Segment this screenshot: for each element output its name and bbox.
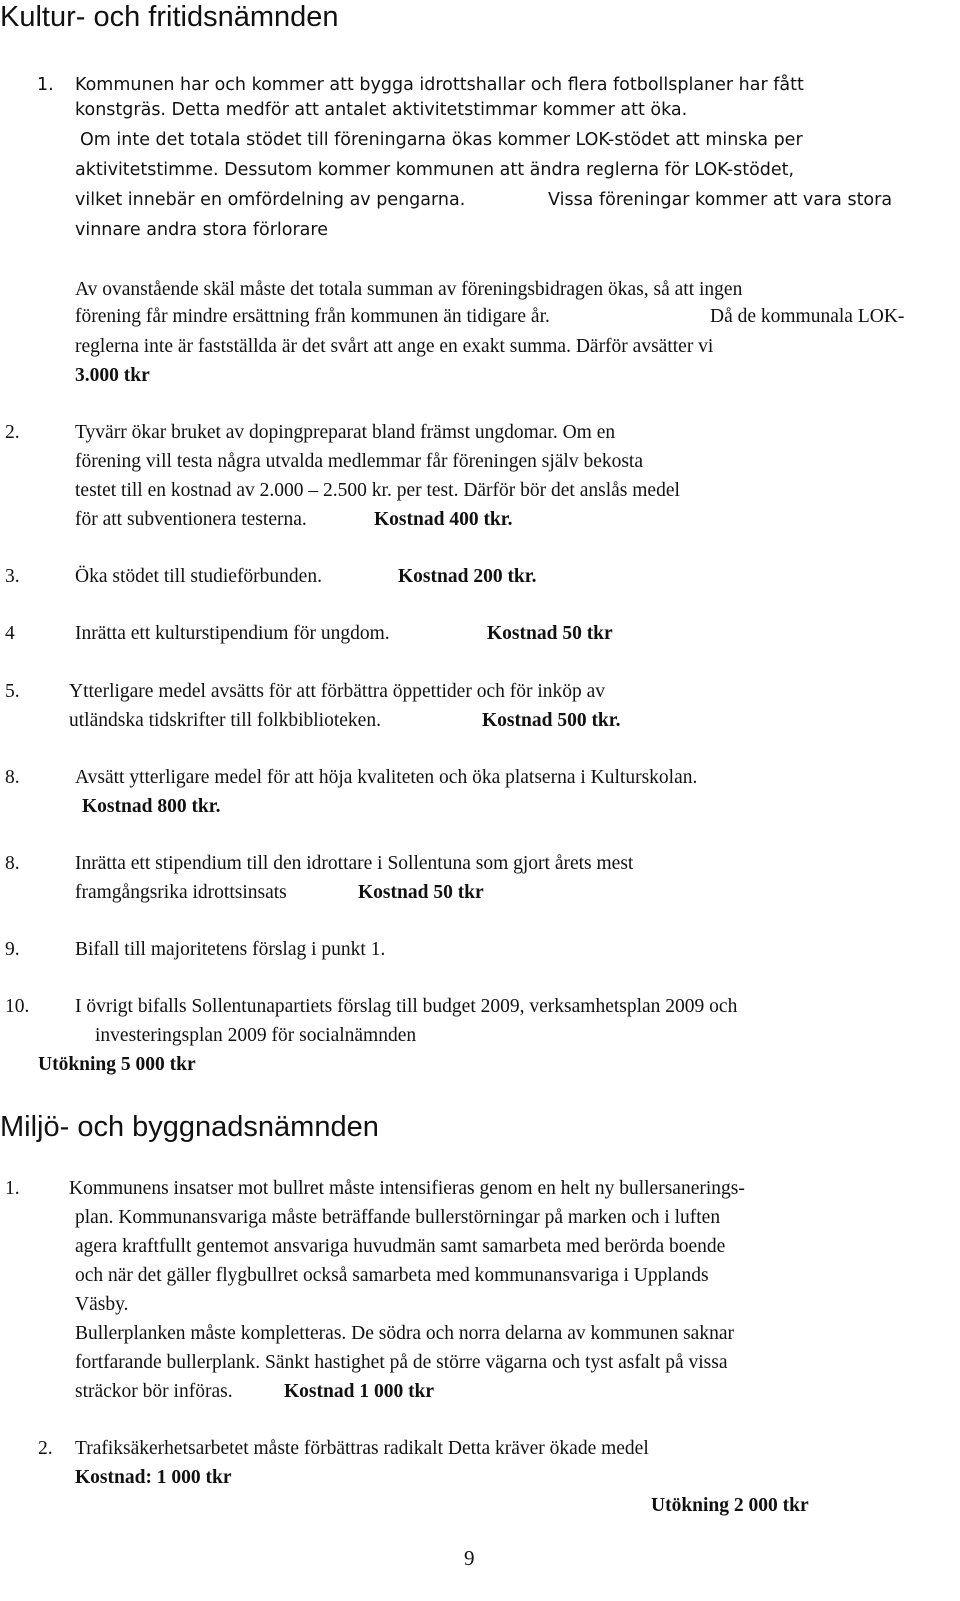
item-text-line: Öka stödet till studieförbunden.	[75, 566, 322, 587]
item-text-line: Bullerplanken måste kompletteras. De södra och norra delarna av kommunen saknar	[75, 1323, 734, 1344]
item-number: 10.	[5, 996, 30, 1017]
item-cost: 3.000 tkr	[75, 365, 150, 386]
item-number: 5.	[5, 681, 20, 702]
item-text-line: reglerna inte är fastställda är det svårt att ange en exakt summa. Därför avsätter vi	[75, 336, 714, 357]
section-total: Utökning 2 000 tkr	[651, 1495, 809, 1516]
item-number: 8.	[5, 767, 20, 788]
item-text-line: utländska tidskrifter till folkbiblioteken.	[69, 710, 381, 731]
item-text-line: agera kraftfullt gentemot ansvariga huvudmän samt samarbeta med berörda boende	[75, 1236, 726, 1257]
item-text-line: Tyvärr ökar bruket av dopingpreparat bland främst ungdomar. Om en	[75, 422, 616, 443]
item-text-line: Då de kommunala LOK-	[710, 306, 905, 327]
item-text-line: plan. Kommunansvariga måste beträffande bullerstörningar på marken och i luften	[75, 1207, 721, 1228]
item-cost: Kostnad: 1 000 tkr	[75, 1467, 232, 1488]
item-text-line: Kommunens insatser mot bullret måste intensifieras genom en helt ny bullersanerings-	[69, 1178, 745, 1199]
item-text-line: Trafiksäkerhetsarbetet måste förbättras radikalt Detta kräver ökade medel	[75, 1438, 649, 1459]
item-text-line: förening får mindre ersättning från kommunen än tidigare år.	[75, 306, 550, 327]
item-text-line: Inrätta ett stipendium till den idrottare i Sollentuna som gjort årets mest	[75, 853, 634, 874]
item-number: 1.	[37, 75, 54, 95]
item-cost: Kostnad 400 tkr.	[374, 509, 513, 530]
section-total: Utökning 5 000 tkr	[38, 1054, 196, 1075]
item-number: 1.	[5, 1178, 20, 1199]
item-number: 8.	[5, 853, 20, 874]
item-cost: Kostnad 500 tkr.	[482, 710, 621, 731]
item-text-line: vinnare andra stora förlorare	[75, 220, 328, 240]
item-text-line: framgångsrika idrottsinsats	[75, 882, 287, 903]
item-text-line: aktivitetstimme. Dessutom kommer kommunen att ändra reglerna för LOK-stödet,	[75, 160, 795, 180]
item-text-line: Vissa föreningar kommer att vara stora	[548, 190, 893, 210]
item-cost: Kostnad 200 tkr.	[398, 566, 537, 587]
item-cost: Kostnad 800 tkr.	[82, 796, 221, 817]
page-number: 9	[464, 1546, 475, 1570]
item-number: 3.	[5, 566, 20, 587]
item-text-line: sträckor bör införas.	[75, 1381, 233, 1402]
item-number: 2.	[5, 422, 20, 443]
item-number: 2.	[38, 1438, 53, 1459]
item-number: 9.	[5, 939, 20, 960]
item-text-line: I övrigt bifalls Sollentunapartiets förslag till budget 2009, verksamhetsplan 2009 och	[75, 996, 738, 1017]
item-text-line: Ytterligare medel avsätts för att förbättra öppettider och för inköp av	[69, 681, 606, 702]
item-text-line: förening vill testa några utvalda medlemmar får föreningen själv bekosta	[75, 451, 644, 472]
item-cost: Kostnad 50 tkr	[358, 882, 484, 903]
section-heading-miljo: Miljö- och byggnadsnämnden	[0, 1111, 379, 1143]
item-text-line: konstgräs. Detta medför att antalet aktivitetstimmar kommer att öka.	[75, 100, 688, 120]
item-text-line: Avsätt ytterligare medel för att höja kvaliteten och öka platserna i Kulturskolan.	[75, 767, 698, 788]
item-text-line: Bifall till majoritetens förslag i punkt 1.	[75, 939, 386, 960]
item-text-line: testet till en kostnad av 2.000 – 2.500 kr. per test. Därför bör det anslås medel	[75, 480, 680, 501]
section-heading-kultur: Kultur- och fritidsnämnden	[0, 1, 339, 33]
item-text-line: Väsby.	[75, 1294, 129, 1315]
item-text-line: och när det gäller flygbullret också samarbeta med kommunansvariga i Upplands	[75, 1265, 709, 1286]
item-text-line: Inrätta ett kulturstipendium för ungdom.	[75, 623, 390, 644]
item-text-line: fortfarande bullerplank. Sänkt hastighet på de större vägarna och tyst asfalt på vissa	[75, 1352, 728, 1373]
item-text-line: Om inte det totala stödet till föreningarna ökas kommer LOK-stödet att minska per	[80, 130, 803, 150]
item-text-line: Av ovanstående skäl måste det totala summan av föreningsbidragen ökas, så att ingen	[75, 279, 743, 300]
item-cost: Kostnad 50 tkr	[487, 623, 613, 644]
item-text-line: för att subventionera testerna.	[75, 509, 307, 530]
item-number: 4	[5, 623, 15, 644]
item-cost: Kostnad 1 000 tkr	[284, 1381, 435, 1402]
item-text-line: vilket innebär en omfördelning av pengarna.	[75, 190, 466, 210]
item-text-line: investeringsplan 2009 för socialnämnden	[95, 1025, 417, 1046]
item-text-line: Kommunen har och kommer att bygga idrottshallar och flera fotbollsplaner har fått	[75, 75, 804, 95]
